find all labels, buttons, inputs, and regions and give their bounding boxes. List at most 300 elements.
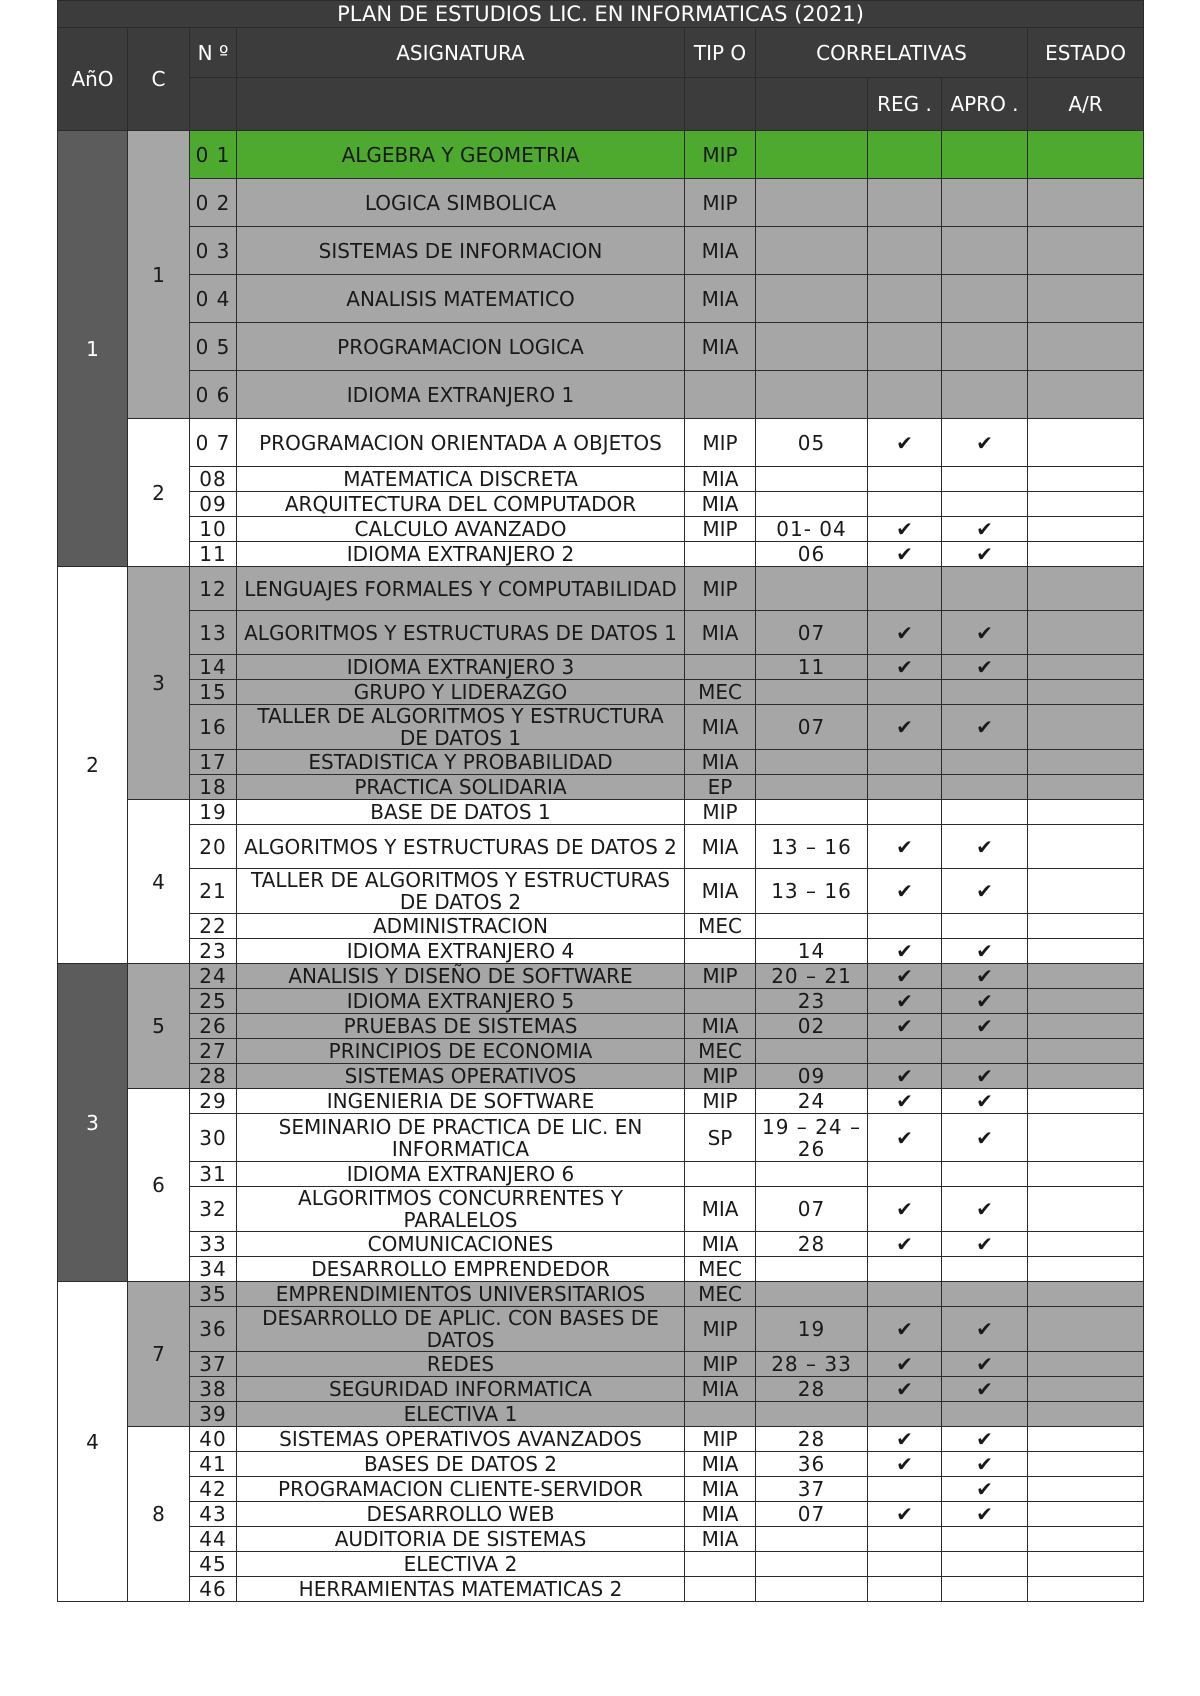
status-cell bbox=[1028, 611, 1144, 655]
status-cell bbox=[1028, 131, 1144, 179]
apro-cell bbox=[942, 1257, 1028, 1282]
subject-type-cell bbox=[685, 1577, 756, 1602]
correlativas-cell bbox=[756, 323, 868, 371]
subject-number-cell: 0 5 bbox=[190, 323, 237, 371]
correlativas-cell bbox=[756, 371, 868, 419]
table-row bbox=[58, 1114, 1144, 1162]
correlativas-cell: 20 – 21 bbox=[756, 964, 868, 989]
subject-name-cell: LENGUAJES FORMALES Y COMPUTABILIDAD bbox=[237, 567, 685, 611]
correlativas-cell bbox=[756, 1039, 868, 1064]
subject-number-cell: 33 bbox=[190, 1232, 237, 1257]
subject-type-cell: MIP bbox=[685, 1427, 756, 1452]
subject-type-cell: MIP bbox=[685, 567, 756, 611]
reg-cell bbox=[868, 371, 942, 419]
reg-cell bbox=[868, 227, 942, 275]
apro-cell: ✔ bbox=[942, 964, 1028, 989]
table-row bbox=[58, 1014, 1144, 1039]
table-row bbox=[58, 655, 1144, 680]
table-row bbox=[58, 1477, 1144, 1502]
status-cell bbox=[1028, 542, 1144, 567]
correlativas-cell bbox=[756, 680, 868, 705]
table-row bbox=[58, 492, 1144, 517]
status-cell bbox=[1028, 914, 1144, 939]
reg-cell: ✔ bbox=[868, 1187, 942, 1232]
subject-number-cell: 24 bbox=[190, 964, 237, 989]
subject-name-cell: IDIOMA EXTRANJERO 4 bbox=[237, 939, 685, 964]
reg-cell bbox=[868, 1039, 942, 1064]
correlativas-cell: 28 bbox=[756, 1427, 868, 1452]
cuatrimestre-cell: 6 bbox=[128, 1089, 190, 1282]
subject-name-cell: SISTEMAS OPERATIVOS bbox=[237, 1064, 685, 1089]
table-row bbox=[58, 275, 1144, 323]
apro-cell: ✔ bbox=[942, 1427, 1028, 1452]
status-cell bbox=[1028, 1477, 1144, 1502]
table-row bbox=[58, 1402, 1144, 1427]
table-row bbox=[58, 750, 1144, 775]
apro-cell: ✔ bbox=[942, 869, 1028, 914]
status-cell bbox=[1028, 750, 1144, 775]
subject-name-cell: MATEMATICA DISCRETA bbox=[237, 467, 685, 492]
subject-number-cell: 18 bbox=[190, 775, 237, 800]
reg-cell: ✔ bbox=[868, 989, 942, 1014]
correlativas-cell bbox=[756, 1257, 868, 1282]
correlativas-cell: 37 bbox=[756, 1477, 868, 1502]
subject-number-cell: 14 bbox=[190, 655, 237, 680]
table-row bbox=[58, 705, 1144, 750]
apro-cell: ✔ bbox=[942, 1307, 1028, 1352]
reg-cell: ✔ bbox=[868, 1452, 942, 1477]
status-cell bbox=[1028, 1257, 1144, 1282]
reg-cell: ✔ bbox=[868, 611, 942, 655]
subject-type-cell: MIA bbox=[685, 467, 756, 492]
correlativas-cell bbox=[756, 467, 868, 492]
status-cell bbox=[1028, 825, 1144, 869]
subject-name-cell: PRUEBAS DE SISTEMAS bbox=[237, 1014, 685, 1039]
apro-cell bbox=[942, 1402, 1028, 1427]
header-status: ESTADO bbox=[1028, 28, 1144, 78]
subject-name-cell: AUDITORIA DE SISTEMAS bbox=[237, 1527, 685, 1552]
subject-name-cell: ELECTIVA 2 bbox=[237, 1552, 685, 1577]
subject-number-cell: 16 bbox=[190, 705, 237, 750]
header-apro: APRO . bbox=[942, 78, 1028, 131]
reg-cell: ✔ bbox=[868, 1114, 942, 1162]
subject-type-cell: MIA bbox=[685, 1232, 756, 1257]
table-row bbox=[58, 567, 1144, 611]
reg-cell bbox=[868, 179, 942, 227]
subject-name-cell: EMPRENDIMIENTOS UNIVERSITARIOS bbox=[237, 1282, 685, 1307]
subject-type-cell: MIA bbox=[685, 1502, 756, 1527]
reg-cell: ✔ bbox=[868, 1232, 942, 1257]
subject-name-cell: PROGRAMACION LOGICA bbox=[237, 323, 685, 371]
status-cell bbox=[1028, 1064, 1144, 1089]
subject-name-cell: TALLER DE ALGORITMOS Y ESTRUCTURAS DE DATOS 2 bbox=[237, 869, 685, 914]
header-type-sub bbox=[685, 78, 756, 131]
table-row bbox=[58, 1187, 1144, 1232]
reg-cell bbox=[868, 1282, 942, 1307]
apro-cell bbox=[942, 323, 1028, 371]
reg-cell bbox=[868, 492, 942, 517]
status-cell bbox=[1028, 680, 1144, 705]
subject-number-cell: 37 bbox=[190, 1352, 237, 1377]
status-cell bbox=[1028, 1114, 1144, 1162]
status-cell bbox=[1028, 1232, 1144, 1257]
correlativas-cell bbox=[756, 227, 868, 275]
status-cell bbox=[1028, 1089, 1144, 1114]
subject-name-cell: ADMINISTRACION bbox=[237, 914, 685, 939]
correlativas-cell: 01- 04 bbox=[756, 517, 868, 542]
subject-type-cell: MIA bbox=[685, 227, 756, 275]
table-row bbox=[58, 467, 1144, 492]
subject-name-cell: IDIOMA EXTRANJERO 6 bbox=[237, 1162, 685, 1187]
table-row bbox=[58, 1307, 1144, 1352]
table-row bbox=[58, 517, 1144, 542]
subject-type-cell bbox=[685, 655, 756, 680]
subject-name-cell: PRACTICA SOLIDARIA bbox=[237, 775, 685, 800]
subject-type-cell: MEC bbox=[685, 1282, 756, 1307]
correlativas-cell: 19 – 24 – 26 bbox=[756, 1114, 868, 1162]
table-row bbox=[58, 179, 1144, 227]
status-cell bbox=[1028, 1402, 1144, 1427]
reg-cell bbox=[868, 323, 942, 371]
status-cell bbox=[1028, 989, 1144, 1014]
subject-number-cell: 21 bbox=[190, 869, 237, 914]
reg-cell bbox=[868, 467, 942, 492]
subject-type-cell: MIA bbox=[685, 492, 756, 517]
correlativas-cell: 07 bbox=[756, 1187, 868, 1232]
header-cuatrimestre bbox=[128, 28, 190, 131]
apro-cell: ✔ bbox=[942, 1114, 1028, 1162]
subject-number-cell: 30 bbox=[190, 1114, 237, 1162]
status-cell bbox=[1028, 492, 1144, 517]
reg-cell: ✔ bbox=[868, 1014, 942, 1039]
subject-type-cell bbox=[685, 1162, 756, 1187]
reg-cell: ✔ bbox=[868, 964, 942, 989]
subject-type-cell: MIA bbox=[685, 869, 756, 914]
table-row bbox=[58, 825, 1144, 869]
status-cell bbox=[1028, 1187, 1144, 1232]
subject-name-cell: LOGICA SIMBOLICA bbox=[237, 179, 685, 227]
apro-cell: ✔ bbox=[942, 655, 1028, 680]
subject-number-cell: 0 7 bbox=[190, 419, 237, 467]
status-cell bbox=[1028, 939, 1144, 964]
status-cell bbox=[1028, 1427, 1144, 1452]
status-cell bbox=[1028, 275, 1144, 323]
subject-type-cell: MIP bbox=[685, 1089, 756, 1114]
apro-cell bbox=[942, 492, 1028, 517]
apro-cell: ✔ bbox=[942, 1502, 1028, 1527]
subject-name-cell: ALGEBRA Y GEOMETRIA bbox=[237, 131, 685, 179]
cuatrimestre-cell: 1 bbox=[128, 131, 190, 419]
correlativas-cell: 07 bbox=[756, 1502, 868, 1527]
header-type: TIP O bbox=[685, 28, 756, 78]
apro-cell bbox=[942, 179, 1028, 227]
subject-number-cell: 13 bbox=[190, 611, 237, 655]
subject-number-cell: 42 bbox=[190, 1477, 237, 1502]
header-subject: ASIGNATURA bbox=[237, 28, 685, 78]
cuatrimestre-cell: 7 bbox=[128, 1282, 190, 1427]
subject-type-cell bbox=[685, 1402, 756, 1427]
apro-cell bbox=[942, 1577, 1028, 1602]
subject-number-cell: 23 bbox=[190, 939, 237, 964]
subject-name-cell: DESARROLLO EMPRENDEDOR bbox=[237, 1257, 685, 1282]
subject-number-cell: 10 bbox=[190, 517, 237, 542]
subject-number-cell: 39 bbox=[190, 1402, 237, 1427]
subject-number-cell: 09 bbox=[190, 492, 237, 517]
apro-cell: ✔ bbox=[942, 419, 1028, 467]
table-row bbox=[58, 1377, 1144, 1402]
year-cell: 1 bbox=[58, 131, 128, 567]
subject-type-cell bbox=[685, 989, 756, 1014]
reg-cell: ✔ bbox=[868, 939, 942, 964]
apro-cell bbox=[942, 467, 1028, 492]
status-cell bbox=[1028, 1307, 1144, 1352]
correlativas-cell bbox=[756, 1552, 868, 1577]
status-cell bbox=[1028, 1014, 1144, 1039]
reg-cell: ✔ bbox=[868, 1089, 942, 1114]
correlativas-cell bbox=[756, 179, 868, 227]
correlativas-cell: 28 bbox=[756, 1377, 868, 1402]
cuatrimestre-cell: 5 bbox=[128, 964, 190, 1089]
table-row bbox=[58, 1282, 1144, 1307]
reg-cell bbox=[868, 275, 942, 323]
subject-name-cell: IDIOMA EXTRANJERO 5 bbox=[237, 989, 685, 1014]
status-cell bbox=[1028, 1577, 1144, 1602]
table-row bbox=[58, 323, 1144, 371]
correlativas-cell bbox=[756, 1527, 868, 1552]
correlativas-cell: 02 bbox=[756, 1014, 868, 1039]
subject-name-cell: ALGORITMOS Y ESTRUCTURAS DE DATOS 2 bbox=[237, 825, 685, 869]
subject-number-cell: 32 bbox=[190, 1187, 237, 1232]
subject-number-cell: 0 1 bbox=[190, 131, 237, 179]
apro-cell bbox=[942, 1282, 1028, 1307]
table-row bbox=[58, 1257, 1144, 1282]
subject-type-cell: SP bbox=[685, 1114, 756, 1162]
subject-number-cell: 27 bbox=[190, 1039, 237, 1064]
correlativas-cell: 14 bbox=[756, 939, 868, 964]
reg-cell: ✔ bbox=[868, 517, 942, 542]
subject-type-cell: MIA bbox=[685, 275, 756, 323]
table-row bbox=[58, 1427, 1144, 1452]
table-row bbox=[58, 989, 1144, 1014]
table-row bbox=[58, 1232, 1144, 1257]
correlativas-cell bbox=[756, 800, 868, 825]
status-cell bbox=[1028, 1502, 1144, 1527]
correlativas-cell: 11 bbox=[756, 655, 868, 680]
subject-number-cell: 19 bbox=[190, 800, 237, 825]
correlativas-cell: 19 bbox=[756, 1307, 868, 1352]
table-row bbox=[58, 611, 1144, 655]
subject-name-cell: PRINCIPIOS DE ECONOMIA bbox=[237, 1039, 685, 1064]
subject-name-cell: PROGRAMACION CLIENTE-SERVIDOR bbox=[237, 1477, 685, 1502]
correlativas-cell: 05 bbox=[756, 419, 868, 467]
reg-cell bbox=[868, 1257, 942, 1282]
subject-type-cell: MIA bbox=[685, 1014, 756, 1039]
status-cell bbox=[1028, 1527, 1144, 1552]
table-row bbox=[58, 1064, 1144, 1089]
table-row bbox=[58, 1089, 1144, 1114]
status-cell bbox=[1028, 655, 1144, 680]
apro-cell: ✔ bbox=[942, 1187, 1028, 1232]
correlativas-cell bbox=[756, 1282, 868, 1307]
year-cell: 4 bbox=[58, 1282, 128, 1602]
subject-name-cell: BASES DE DATOS 2 bbox=[237, 1452, 685, 1477]
table-row bbox=[58, 227, 1144, 275]
reg-cell bbox=[868, 914, 942, 939]
subject-number-cell: 22 bbox=[190, 914, 237, 939]
subject-type-cell: MIP bbox=[685, 1352, 756, 1377]
table-header bbox=[58, 1, 1144, 131]
correlativas-cell: 13 – 16 bbox=[756, 869, 868, 914]
subject-type-cell: MIP bbox=[685, 517, 756, 542]
correlativas-cell: 09 bbox=[756, 1064, 868, 1089]
subject-type-cell: MIA bbox=[685, 1477, 756, 1502]
table-row bbox=[58, 964, 1144, 989]
subject-type-cell: MEC bbox=[685, 680, 756, 705]
subject-name-cell: COMUNICACIONES bbox=[237, 1232, 685, 1257]
subject-name-cell: IDIOMA EXTRANJERO 2 bbox=[237, 542, 685, 567]
reg-cell bbox=[868, 1162, 942, 1187]
apro-cell: ✔ bbox=[942, 989, 1028, 1014]
status-cell bbox=[1028, 705, 1144, 750]
correlativas-cell bbox=[756, 914, 868, 939]
status-cell bbox=[1028, 869, 1144, 914]
apro-cell bbox=[942, 1527, 1028, 1552]
table-row bbox=[58, 1552, 1144, 1577]
subject-name-cell: DESARROLLO DE APLIC. CON BASES DE DATOS bbox=[237, 1307, 685, 1352]
header-subject-sub bbox=[237, 78, 685, 131]
table-row bbox=[58, 914, 1144, 939]
subject-name-cell: ANALISIS Y DISEÑO DE SOFTWARE bbox=[237, 964, 685, 989]
subject-name-cell: ESTADISTICA Y PROBABILIDAD bbox=[237, 750, 685, 775]
status-cell bbox=[1028, 1352, 1144, 1377]
apro-cell bbox=[942, 567, 1028, 611]
correlativas-cell bbox=[756, 131, 868, 179]
study-plan-table bbox=[57, 0, 1144, 1602]
subject-number-cell: 11 bbox=[190, 542, 237, 567]
subject-number-cell: 0 6 bbox=[190, 371, 237, 419]
apro-cell: ✔ bbox=[942, 939, 1028, 964]
subject-number-cell: 35 bbox=[190, 1282, 237, 1307]
correlativas-cell bbox=[756, 275, 868, 323]
reg-cell bbox=[868, 1402, 942, 1427]
subject-number-cell: 38 bbox=[190, 1377, 237, 1402]
reg-cell bbox=[868, 800, 942, 825]
subject-number-cell: 43 bbox=[190, 1502, 237, 1527]
apro-cell: ✔ bbox=[942, 1089, 1028, 1114]
apro-cell: ✔ bbox=[942, 542, 1028, 567]
reg-cell: ✔ bbox=[868, 1352, 942, 1377]
header-cuatrimestre-label: C bbox=[151, 67, 166, 91]
subject-name-cell: SEGURIDAD INFORMATICA bbox=[237, 1377, 685, 1402]
apro-cell bbox=[942, 1039, 1028, 1064]
subject-type-cell: MIP bbox=[685, 179, 756, 227]
apro-cell: ✔ bbox=[942, 1232, 1028, 1257]
subject-type-cell: MIA bbox=[685, 1377, 756, 1402]
correlativas-cell: 28 bbox=[756, 1232, 868, 1257]
subject-type-cell: MIA bbox=[685, 323, 756, 371]
subject-name-cell: IDIOMA EXTRANJERO 1 bbox=[237, 371, 685, 419]
reg-cell bbox=[868, 775, 942, 800]
subject-number-cell: 0 4 bbox=[190, 275, 237, 323]
reg-cell: ✔ bbox=[868, 655, 942, 680]
status-cell bbox=[1028, 1452, 1144, 1477]
status-cell bbox=[1028, 1282, 1144, 1307]
subject-name-cell: ARQUITECTURA DEL COMPUTADOR bbox=[237, 492, 685, 517]
subject-number-cell: 25 bbox=[190, 989, 237, 1014]
subject-name-cell: SEMINARIO DE PRACTICA DE LIC. EN INFORMATICA bbox=[237, 1114, 685, 1162]
status-cell bbox=[1028, 1552, 1144, 1577]
reg-cell bbox=[868, 131, 942, 179]
subject-name-cell: ALGORITMOS Y ESTRUCTURAS DE DATOS 1 bbox=[237, 611, 685, 655]
correlativas-cell bbox=[756, 1577, 868, 1602]
status-cell bbox=[1028, 775, 1144, 800]
subject-name-cell: SISTEMAS DE INFORMACION bbox=[237, 227, 685, 275]
reg-cell bbox=[868, 1577, 942, 1602]
subject-type-cell bbox=[685, 542, 756, 567]
subject-number-cell: 0 3 bbox=[190, 227, 237, 275]
status-cell bbox=[1028, 179, 1144, 227]
subject-type-cell: MIA bbox=[685, 1527, 756, 1552]
reg-cell bbox=[868, 567, 942, 611]
subject-name-cell: DESARROLLO WEB bbox=[237, 1502, 685, 1527]
apro-cell: ✔ bbox=[942, 517, 1028, 542]
subject-name-cell: PROGRAMACION ORIENTADA A OBJETOS bbox=[237, 419, 685, 467]
correlativas-cell bbox=[756, 1402, 868, 1427]
correlativas-cell: 07 bbox=[756, 705, 868, 750]
subject-name-cell: CALCULO AVANZADO bbox=[237, 517, 685, 542]
correlativas-cell bbox=[756, 1162, 868, 1187]
year-cell: 3 bbox=[58, 964, 128, 1282]
subject-number-cell: 08 bbox=[190, 467, 237, 492]
subject-name-cell: IDIOMA EXTRANJERO 3 bbox=[237, 655, 685, 680]
table-row bbox=[58, 800, 1144, 825]
subject-number-cell: 46 bbox=[190, 1577, 237, 1602]
apro-cell bbox=[942, 371, 1028, 419]
reg-cell bbox=[868, 1477, 942, 1502]
subject-number-cell: 36 bbox=[190, 1307, 237, 1352]
apro-cell bbox=[942, 750, 1028, 775]
subject-type-cell: EP bbox=[685, 775, 756, 800]
reg-cell: ✔ bbox=[868, 1307, 942, 1352]
subject-type-cell: MIA bbox=[685, 825, 756, 869]
status-cell bbox=[1028, 227, 1144, 275]
header-year bbox=[58, 28, 128, 131]
status-cell bbox=[1028, 1377, 1144, 1402]
year-cell: 2 bbox=[58, 567, 128, 964]
reg-cell: ✔ bbox=[868, 869, 942, 914]
subject-name-cell: REDES bbox=[237, 1352, 685, 1377]
status-cell bbox=[1028, 323, 1144, 371]
header-corr-sub bbox=[756, 78, 868, 131]
apro-cell bbox=[942, 680, 1028, 705]
subject-type-cell bbox=[685, 1552, 756, 1577]
subject-type-cell: MIA bbox=[685, 705, 756, 750]
apro-cell bbox=[942, 800, 1028, 825]
table-row bbox=[58, 775, 1144, 800]
subject-type-cell: MIP bbox=[685, 1064, 756, 1089]
apro-cell bbox=[942, 227, 1028, 275]
apro-cell bbox=[942, 914, 1028, 939]
status-cell bbox=[1028, 419, 1144, 467]
apro-cell bbox=[942, 131, 1028, 179]
table-row bbox=[58, 1352, 1144, 1377]
table-row bbox=[58, 1527, 1144, 1552]
subject-type-cell: MIA bbox=[685, 1452, 756, 1477]
reg-cell bbox=[868, 680, 942, 705]
subject-type-cell: MIA bbox=[685, 750, 756, 775]
apro-cell: ✔ bbox=[942, 1352, 1028, 1377]
reg-cell: ✔ bbox=[868, 825, 942, 869]
